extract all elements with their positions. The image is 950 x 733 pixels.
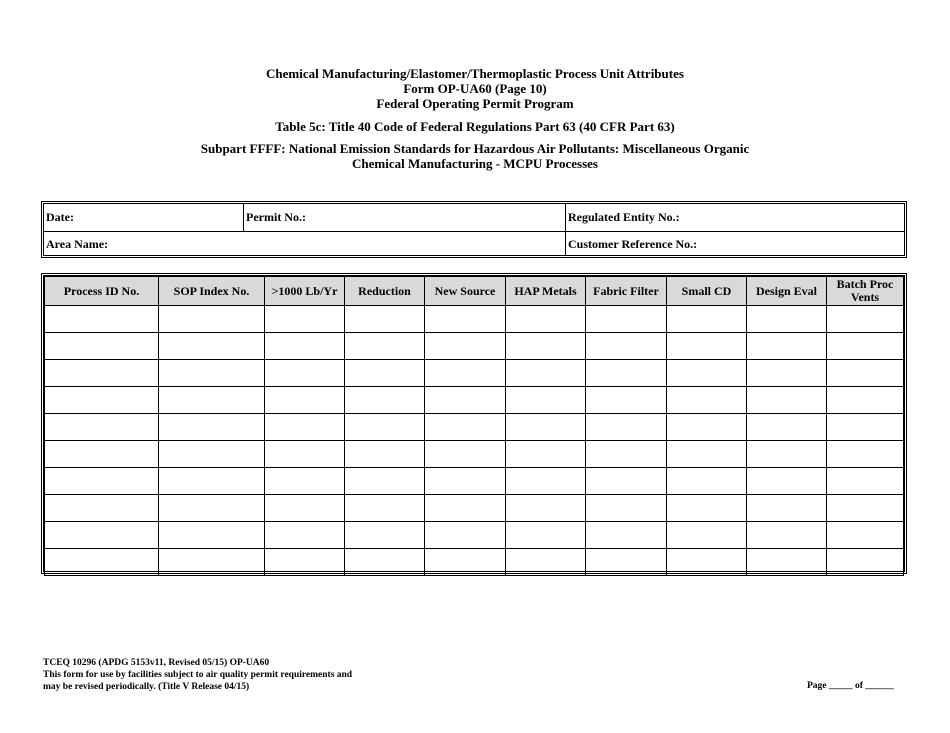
table-cell[interactable] (45, 522, 159, 549)
table-cell[interactable] (667, 333, 747, 360)
table-cell[interactable] (345, 306, 425, 333)
table-cell[interactable] (425, 522, 506, 549)
table-cell[interactable] (265, 468, 345, 495)
table-cell[interactable] (827, 468, 904, 495)
table-body (45, 306, 904, 576)
table-cell[interactable] (667, 414, 747, 441)
table-cell[interactable] (747, 549, 827, 576)
column-header: Design Eval (747, 277, 827, 306)
table-cell[interactable] (159, 360, 265, 387)
area-name-field[interactable] (44, 232, 566, 255)
table-cell[interactable] (827, 522, 904, 549)
table-cell[interactable] (159, 441, 265, 468)
table-cell[interactable] (586, 495, 667, 522)
regulated-entity-label: Regulated Entity No.: (568, 210, 680, 224)
table-cell[interactable] (159, 306, 265, 333)
table-cell[interactable] (506, 333, 586, 360)
table-cell[interactable] (747, 468, 827, 495)
table-cell[interactable] (159, 495, 265, 522)
table-cell[interactable] (827, 441, 904, 468)
table-cell[interactable] (345, 333, 425, 360)
table-row (45, 333, 904, 360)
table-cell[interactable] (265, 414, 345, 441)
table-cell[interactable] (345, 414, 425, 441)
table-cell[interactable] (506, 441, 586, 468)
table-cell[interactable] (667, 522, 747, 549)
table-cell[interactable] (159, 387, 265, 414)
table-cell[interactable] (265, 360, 345, 387)
page-number: Page _____ of ______ (807, 681, 894, 691)
table-cell[interactable] (506, 306, 586, 333)
column-header: New Source (425, 277, 506, 306)
table-cell[interactable] (586, 414, 667, 441)
column-header: Batch Proc Vents (827, 277, 904, 306)
table-cell[interactable] (586, 522, 667, 549)
table-cell[interactable] (747, 522, 827, 549)
customer-reference-field[interactable] (565, 232, 904, 255)
table-cell[interactable] (425, 495, 506, 522)
table-cell[interactable] (827, 333, 904, 360)
table-cell[interactable] (45, 306, 159, 333)
column-header: HAP Metals (506, 277, 586, 306)
table-cell[interactable] (265, 522, 345, 549)
column-header: >1000 Lb/Yr (265, 277, 345, 306)
table-cell[interactable] (747, 360, 827, 387)
table-cell[interactable] (425, 549, 506, 576)
table-cell[interactable] (45, 441, 159, 468)
table-cell[interactable] (586, 333, 667, 360)
table-cell[interactable] (425, 414, 506, 441)
table-cell[interactable] (265, 306, 345, 333)
table-cell[interactable] (747, 387, 827, 414)
table-cell[interactable] (827, 306, 904, 333)
table-cell[interactable] (827, 387, 904, 414)
table-row (45, 387, 904, 414)
table-row (45, 306, 904, 333)
table-cell[interactable] (345, 468, 425, 495)
table-cell[interactable] (827, 360, 904, 387)
table-cell[interactable] (586, 549, 667, 576)
table-cell[interactable] (45, 414, 159, 441)
table-cell[interactable] (827, 549, 904, 576)
table-cell[interactable] (827, 495, 904, 522)
info-row-2 (44, 232, 904, 255)
table-row (45, 360, 904, 387)
table-cell[interactable] (265, 495, 345, 522)
table-cell[interactable] (425, 333, 506, 360)
table-cell[interactable] (159, 522, 265, 549)
date-label: Date: (46, 210, 74, 224)
form-footer (43, 657, 352, 693)
table-title: Table 5c: Title 40 Code of Federal Regulations Part 63 (40 CFR Part 63) (275, 119, 675, 134)
table-cell[interactable] (747, 306, 827, 333)
table-row (45, 468, 904, 495)
subpart-title (0, 141, 950, 171)
table-cell[interactable] (586, 387, 667, 414)
table-cell[interactable] (667, 495, 747, 522)
table-cell[interactable] (506, 360, 586, 387)
table-cell[interactable] (506, 495, 586, 522)
table-cell[interactable] (506, 522, 586, 549)
subpart-line-1: Subpart FFFF: National Emission Standards for Hazardous Air Pollutants: Miscellaneous Organic (200, 141, 750, 156)
table-cell[interactable] (747, 495, 827, 522)
table-cell[interactable] (45, 387, 159, 414)
form-number: Form OP-UA60 (Page 10) (403, 81, 547, 96)
table-cell[interactable] (425, 387, 506, 414)
table-cell[interactable] (159, 549, 265, 576)
table-cell[interactable] (667, 306, 747, 333)
column-header: Process ID No. (45, 277, 159, 306)
column-header: Reduction (345, 277, 425, 306)
table-cell[interactable] (425, 441, 506, 468)
permit-number-field[interactable] (243, 204, 566, 231)
table-cell[interactable] (747, 441, 827, 468)
table-cell[interactable] (586, 468, 667, 495)
table-cell[interactable] (747, 333, 827, 360)
identification-box (41, 201, 907, 258)
table-cell[interactable] (586, 360, 667, 387)
table-header-row (45, 277, 904, 306)
column-header: SOP Index No. (159, 277, 265, 306)
table-cell[interactable] (667, 387, 747, 414)
footer-note-1: This form for use by facilities subject to air quality permit requirements and (43, 670, 353, 680)
table-cell[interactable] (667, 441, 747, 468)
table-cell[interactable] (827, 414, 904, 441)
table-row (45, 441, 904, 468)
footer-form-id: TCEQ 10296 (APDG 5153v11, Revised 05/15) OP-UA60 (43, 658, 270, 668)
table-cell[interactable] (667, 549, 747, 576)
process-attributes-table (41, 273, 907, 574)
table-cell[interactable] (747, 414, 827, 441)
subpart-line-2: Chemical Manufacturing - MCPU Processes (352, 156, 598, 171)
table-cell[interactable] (159, 333, 265, 360)
table-cell[interactable] (506, 468, 586, 495)
table-row (45, 414, 904, 441)
table-row (45, 495, 904, 522)
table-cell[interactable] (345, 387, 425, 414)
table-cell[interactable] (586, 306, 667, 333)
table-cell[interactable] (425, 306, 506, 333)
table-cell[interactable] (345, 360, 425, 387)
table-cell[interactable] (45, 549, 159, 576)
table-cell[interactable] (667, 360, 747, 387)
table-cell[interactable] (425, 360, 506, 387)
table-cell[interactable] (506, 387, 586, 414)
info-row-1 (44, 204, 904, 232)
table-cell[interactable] (345, 522, 425, 549)
table-row (45, 549, 904, 576)
footer-note-2: may be revised periodically. (Title V Release 04/15) (43, 682, 250, 692)
table-cell[interactable] (667, 468, 747, 495)
form-title: Chemical Manufacturing/Elastomer/Thermoplastic Process Unit Attributes (266, 66, 684, 81)
table-cell[interactable] (586, 441, 667, 468)
customer-reference-label: Customer Reference No.: (568, 237, 698, 251)
table-cell[interactable] (425, 468, 506, 495)
table-cell[interactable] (265, 387, 345, 414)
table-row (45, 522, 904, 549)
regulated-entity-field[interactable] (565, 204, 904, 231)
table-cell[interactable] (345, 441, 425, 468)
table-cell[interactable] (45, 468, 159, 495)
table-cell[interactable] (345, 495, 425, 522)
table-cell[interactable] (159, 414, 265, 441)
table-cell[interactable] (345, 549, 425, 576)
table-cell[interactable] (45, 495, 159, 522)
table-cell[interactable] (45, 333, 159, 360)
table-cell[interactable] (265, 441, 345, 468)
area-name-label: Area Name: (46, 237, 109, 251)
table-cell[interactable] (45, 360, 159, 387)
table-cell[interactable] (506, 549, 586, 576)
form-header (0, 66, 950, 111)
column-header: Fabric Filter (586, 277, 667, 306)
program-name: Federal Operating Permit Program (376, 96, 574, 111)
column-header: Small CD (667, 277, 747, 306)
table-cell[interactable] (265, 333, 345, 360)
table-cell[interactable] (159, 468, 265, 495)
permit-number-label: Permit No.: (246, 210, 306, 224)
table-cell[interactable] (265, 549, 345, 576)
table-cell[interactable] (506, 414, 586, 441)
date-field[interactable] (44, 204, 244, 231)
